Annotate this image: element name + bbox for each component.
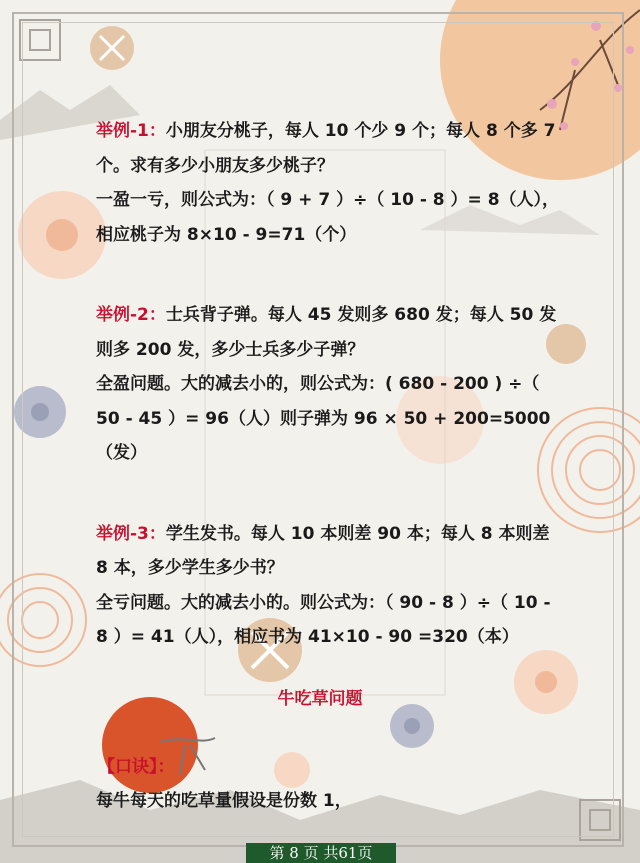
- example-question: 学生发书。每人 10 本则差 90 本；每人 8 本则差 8 本，多少学生多少书？: [96, 523, 550, 578]
- example-question: 小朋友分桃子，每人 10 个少 9 个；每人 8 个多 7 个。求有多少小朋友多少桃子？: [96, 121, 556, 176]
- example-question: 士兵背子弹。每人 45 发则多 680 发；每人 50 发则多 200 发，多少士兵多少子弹？: [96, 305, 557, 360]
- example-answer: 全亏问题。大的减去小的。则公式为：（ 90 - 8 ）÷（ 10 - 8 ）= 41（人），相应书为 41×10 - 90 =320（本）: [96, 592, 551, 647]
- example-label: 举例-2：: [96, 305, 166, 325]
- section-title: 牛吃草问题: [277, 689, 363, 709]
- page-number: 第 8 页 共61页: [246, 843, 396, 863]
- example-label: 举例-3：: [96, 523, 166, 544]
- example-answer: 全盈问题。大的减去小的，则公式为：( 680 - 200 ) ÷（ 50 - 45 ）= 96（人）则子弹为 96 × 50 + 200=5000（发）: [96, 374, 551, 463]
- example-answer: 一盈一亏，则公式为：（ 9 + 7 ）÷（ 10 - 8 ）= 8（人），相应桃子为 8×10 - 9=71（个）: [96, 190, 560, 245]
- example-3: [96, 517, 566, 655]
- koujue-label: 【口诀】：: [98, 757, 175, 777]
- examples-content: [96, 114, 566, 655]
- example-1: [96, 114, 566, 252]
- example-2: [96, 298, 566, 471]
- koujue-text: 每牛每天的吃草量假设是份数 1，: [96, 791, 352, 811]
- example-label: 举例-1：: [96, 121, 166, 141]
